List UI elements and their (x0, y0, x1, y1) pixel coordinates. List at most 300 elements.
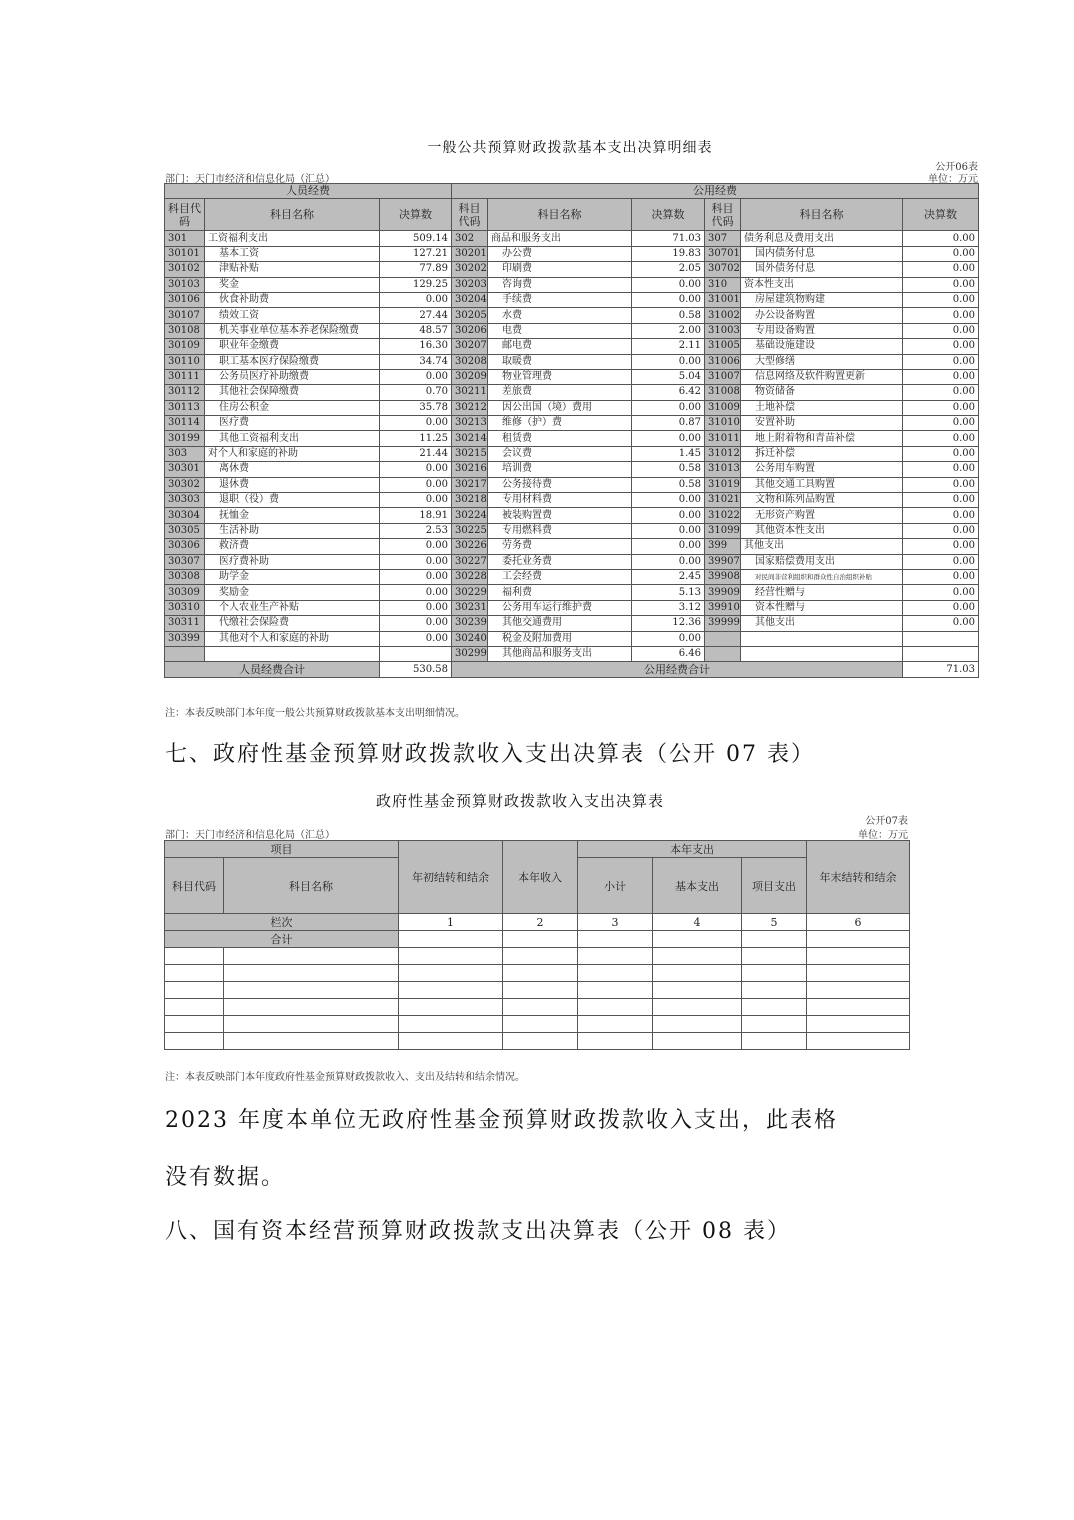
table1-unit: 单位：万元 (928, 174, 978, 185)
cell-name: 商品和服务支出 (488, 231, 632, 246)
cell-amount: 16.30 (380, 339, 452, 354)
cell-amount: 0.00 (380, 369, 452, 384)
table-row (165, 246, 979, 261)
cell-amount: 0.00 (380, 569, 452, 584)
cell-name: 无形资产购置 (741, 508, 903, 523)
column-number: 2 (503, 914, 578, 931)
cell-amount: 11.25 (380, 431, 452, 446)
group-personnel: 人员经费 (165, 184, 452, 199)
table-row (165, 431, 979, 446)
cell-name: 公务用车运行维护费 (488, 600, 632, 615)
header-name: 科目名称 (741, 199, 903, 231)
cell-name: 其他支出 (741, 539, 903, 554)
table-row (165, 523, 979, 538)
cell-code: 30209 (452, 369, 488, 384)
cell-name: 取暖费 (488, 354, 632, 369)
cell-code: 30199 (165, 431, 205, 446)
cell-amount: 0.00 (632, 523, 705, 538)
column-number: 1 (399, 914, 503, 931)
cell-amount: 77.89 (380, 262, 452, 277)
cell-code: 30301 (165, 462, 205, 477)
header-amount: 决算数 (380, 199, 452, 231)
cell-code: 31012 (705, 446, 741, 461)
cell-code: 30101 (165, 246, 205, 261)
cell-name: 医疗费补助 (205, 554, 380, 569)
cell-code: 30207 (452, 339, 488, 354)
cell-name: 其他资本性支出 (741, 523, 903, 538)
cell-name: 印刷费 (488, 262, 632, 277)
cell-code: 30224 (452, 508, 488, 523)
cell-code: 31022 (705, 508, 741, 523)
cell-code: 30226 (452, 539, 488, 554)
cell-name: 物资储备 (741, 385, 903, 400)
cell-code: 31003 (705, 323, 741, 338)
cell-code: 30304 (165, 508, 205, 523)
cell-amount: 0.58 (632, 477, 705, 492)
cell-code: 30305 (165, 523, 205, 538)
cell-amount: 0.00 (632, 508, 705, 523)
section-heading-7: 七、政府性基金预算财政拨款收入支出决算表（公开 07 表） (165, 742, 815, 767)
table2-unit: 单位：万元 (858, 830, 908, 841)
cell-amount: 0.00 (380, 462, 452, 477)
cell-code: 31099 (705, 523, 741, 538)
cell-code: 30311 (165, 616, 205, 631)
cell-amount: 0.00 (632, 539, 705, 554)
cell-code: 39999 (705, 616, 741, 631)
cell-amount: 2.00 (632, 323, 705, 338)
cell-code: 30208 (452, 354, 488, 369)
table-row (165, 982, 910, 999)
cell-amount: 0.00 (632, 292, 705, 307)
header-amount: 决算数 (632, 199, 705, 231)
table-row (165, 1016, 910, 1033)
table-row (165, 965, 910, 982)
table-row (165, 999, 910, 1016)
cell-code: 31007 (705, 369, 741, 384)
group-public: 公用经费 (452, 184, 979, 199)
cell-amount: 6.46 (632, 646, 705, 661)
cell-name: 维修（护）费 (488, 416, 632, 431)
cell-amount: 18.91 (380, 508, 452, 523)
header-begin-balance: 年初结转和结余 (399, 841, 503, 914)
cell-amount: 0.58 (632, 462, 705, 477)
cell-name: 咨询费 (488, 277, 632, 292)
cell-name: 国外债务付息 (741, 262, 903, 277)
cell-amount: 6.42 (632, 385, 705, 400)
cell-amount (903, 631, 979, 646)
cell-amount: 0.00 (903, 385, 979, 400)
header-name: 科目名称 (205, 199, 380, 231)
table-row (165, 262, 979, 277)
cell-amount: 34.74 (380, 354, 452, 369)
table-row (165, 539, 979, 554)
total-personnel-label: 人员经费合计 (165, 662, 380, 677)
cell-name: 资本性赠与 (741, 600, 903, 615)
cell-code: 30399 (165, 631, 205, 646)
cell-code: 30299 (452, 646, 488, 661)
cell-name: 会议费 (488, 446, 632, 461)
cell-amount: 0.00 (903, 585, 979, 600)
cell-code: 30114 (165, 416, 205, 431)
cell-amount: 0.00 (903, 616, 979, 631)
total-public-value: 71.03 (903, 662, 979, 677)
cell-name: 其他对个人和家庭的补助 (205, 631, 380, 646)
cell-code: 30204 (452, 292, 488, 307)
cell-amount: 0.00 (380, 585, 452, 600)
cell-code: 30113 (165, 400, 205, 415)
cell-amount: 0.00 (903, 262, 979, 277)
cell-name: 住房公积金 (205, 400, 380, 415)
cell-amount: 0.00 (903, 523, 979, 538)
cell-code: 30214 (452, 431, 488, 446)
cell-name: 劳务费 (488, 539, 632, 554)
cell-amount: 0.00 (903, 369, 979, 384)
table2-note: 注：本表反映部门本年度政府性基金预算财政拨款收入、支出及结转和结余情况。 (165, 1072, 525, 1083)
cell-amount: 0.00 (903, 231, 979, 246)
table-row (165, 231, 979, 246)
cell-code: 30217 (452, 477, 488, 492)
cell-amount: 127.21 (380, 246, 452, 261)
table1-title: 一般公共预算财政拨款基本支出决算明细表 (427, 140, 713, 156)
cell-name: 退休费 (205, 477, 380, 492)
cell-amount: 0.00 (903, 539, 979, 554)
cell-amount: 509.14 (380, 231, 452, 246)
table1-note: 注：本表反映部门本年度一般公共预算财政拨款基本支出明细情况。 (165, 708, 465, 719)
cell-amount: 2.11 (632, 339, 705, 354)
cell-code: 31013 (705, 462, 741, 477)
cell-code: 39908 (705, 569, 741, 584)
table-row (165, 354, 979, 369)
cell-code: 30215 (452, 446, 488, 461)
cell-amount: 0.00 (903, 477, 979, 492)
cell-name: 地上附着物和青苗补偿 (741, 431, 903, 446)
header-project: 项目支出 (742, 858, 807, 914)
column-number: 4 (653, 914, 742, 931)
cell-amount (380, 646, 452, 661)
cell-code: 30229 (452, 585, 488, 600)
cell-name: 助学金 (205, 569, 380, 584)
section-heading-8: 八、国有资本经营预算财政拨款支出决算表（公开 08 表） (165, 1219, 791, 1244)
cell-name: 基础设施建设 (741, 339, 903, 354)
cell-code: 30308 (165, 569, 205, 584)
cell-code: 30203 (452, 277, 488, 292)
column-number: 6 (807, 914, 910, 931)
cell-name: 信息网络及软件购置更新 (741, 369, 903, 384)
cell-amount: 48.57 (380, 323, 452, 338)
cell-amount: 0.00 (380, 292, 452, 307)
header-code: 科目代码 (705, 199, 741, 231)
cell-amount: 0.58 (632, 308, 705, 323)
cell-code: 30228 (452, 569, 488, 584)
column-number: 5 (742, 914, 807, 931)
table-row (165, 616, 979, 631)
cell-code: 30107 (165, 308, 205, 323)
header-end-balance: 年末结转和结余 (807, 841, 910, 914)
table1-body (165, 231, 979, 662)
cell-amount (903, 646, 979, 661)
cell-code: 30216 (452, 462, 488, 477)
cell-name: 水费 (488, 308, 632, 323)
cell-amount: 2.53 (380, 523, 452, 538)
cell-name: 其他商品和服务支出 (488, 646, 632, 661)
table-row (165, 569, 979, 584)
cell-amount: 0.70 (380, 385, 452, 400)
cell-name: 资本性支出 (741, 277, 903, 292)
cell-code: 39907 (705, 554, 741, 569)
cell-name: 电费 (488, 323, 632, 338)
cell-name: 租赁费 (488, 431, 632, 446)
cell-name: 差旅费 (488, 385, 632, 400)
cell-name: 税金及附加费用 (488, 631, 632, 646)
table1-number: 公开06表 (935, 162, 978, 173)
cell-name: 公务接待费 (488, 477, 632, 492)
cell-name: 物业管理费 (488, 369, 632, 384)
cell-amount: 3.12 (632, 600, 705, 615)
cell-name: 培训费 (488, 462, 632, 477)
cell-amount: 0.00 (903, 416, 979, 431)
cell-code: 30205 (452, 308, 488, 323)
cell-amount: 2.05 (632, 262, 705, 277)
cell-name: 因公出国（境）费用 (488, 400, 632, 415)
cell-code: 30702 (705, 262, 741, 277)
cell-code: 30302 (165, 477, 205, 492)
cell-code: 39909 (705, 585, 741, 600)
header-item: 项目 (165, 841, 399, 858)
cell-amount: 2.45 (632, 569, 705, 584)
cell-code: 30303 (165, 493, 205, 508)
cell-name: 奖励金 (205, 585, 380, 600)
table-row (165, 493, 979, 508)
cell-code: 30103 (165, 277, 205, 292)
cell-name: 其他工资福利支出 (205, 431, 380, 446)
cell-code: 30239 (452, 616, 488, 631)
cell-name: 福利费 (488, 585, 632, 600)
cell-amount: 19.83 (632, 246, 705, 261)
table-row (165, 462, 979, 477)
cell-code: 31019 (705, 477, 741, 492)
header-basic: 基本支出 (653, 858, 742, 914)
cell-amount: 0.00 (903, 446, 979, 461)
cell-amount: 0.00 (903, 493, 979, 508)
header-code: 科目代码 (165, 199, 205, 231)
cell-code: 30212 (452, 400, 488, 415)
table-row (165, 323, 979, 338)
table-row (165, 339, 979, 354)
cell-name: 生活补助 (205, 523, 380, 538)
cell-name: 工会经费 (488, 569, 632, 584)
cell-amount: 0.00 (903, 277, 979, 292)
header-income: 本年收入 (503, 841, 578, 914)
cell-name: 津贴补贴 (205, 262, 380, 277)
column-number: 3 (578, 914, 653, 931)
cell-code: 30231 (452, 600, 488, 615)
table-row (165, 400, 979, 415)
cell-name: 经营性赠与 (741, 585, 903, 600)
cell-code: 31011 (705, 431, 741, 446)
cell-name: 救济费 (205, 539, 380, 554)
cell-amount: 0.00 (632, 277, 705, 292)
header-expense: 本年支出 (578, 841, 807, 858)
total-public-label: 公用经费合计 (452, 662, 903, 677)
cell-amount: 0.00 (632, 400, 705, 415)
cell-code: 310 (705, 277, 741, 292)
cell-code: 31009 (705, 400, 741, 415)
cell-name: 对民间非营利组织和群众性自治组织补贴 (741, 569, 903, 584)
table-row (165, 308, 979, 323)
cell-amount: 0.00 (903, 308, 979, 323)
cell-code: 30109 (165, 339, 205, 354)
cell-amount: 0.00 (903, 400, 979, 415)
paragraph-line-2: 没有数据。 (165, 1165, 286, 1190)
cell-amount: 0.00 (380, 416, 452, 431)
header-code: 科目代码 (165, 858, 224, 914)
cell-amount: 0.00 (903, 569, 979, 584)
cell-name: 土地补偿 (741, 400, 903, 415)
basic-expenditure-table (164, 183, 979, 678)
paragraph-line-1: 2023 年度本单位无政府性基金预算财政拨款收入支出，此表格 (165, 1108, 838, 1133)
table-row (165, 369, 979, 384)
cell-amount: 71.03 (632, 231, 705, 246)
cell-code: 30307 (165, 554, 205, 569)
cell-amount: 1.45 (632, 446, 705, 461)
cell-amount: 0.00 (632, 431, 705, 446)
header-code: 科目代码 (452, 199, 488, 231)
cell-name: 专用设备购置 (741, 323, 903, 338)
cell-code (705, 631, 741, 646)
table2-number: 公开07表 (865, 816, 908, 827)
cell-name: 安置补助 (741, 416, 903, 431)
cell-name: 离休费 (205, 462, 380, 477)
cell-code: 30310 (165, 600, 205, 615)
cell-name (741, 631, 903, 646)
cell-name: 国家赔偿费用支出 (741, 554, 903, 569)
cell-code: 30202 (452, 262, 488, 277)
cell-amount: 0.00 (380, 477, 452, 492)
cell-amount: 21.44 (380, 446, 452, 461)
cell-code: 31002 (705, 308, 741, 323)
cell-name: 奖金 (205, 277, 380, 292)
cell-amount: 0.00 (380, 600, 452, 615)
cell-name: 被装购置费 (488, 508, 632, 523)
cell-amount: 0.00 (903, 354, 979, 369)
cell-amount: 0.00 (632, 493, 705, 508)
cell-code: 30201 (452, 246, 488, 261)
table-row (165, 1033, 910, 1050)
cell-code: 30112 (165, 385, 205, 400)
cell-name: 专用燃料费 (488, 523, 632, 538)
cell-amount: 0.00 (380, 631, 452, 646)
table-row (165, 646, 979, 661)
cell-name: 职业年金缴费 (205, 339, 380, 354)
cell-amount: 0.00 (903, 554, 979, 569)
cell-name: 其他交通费用 (488, 616, 632, 631)
cell-name: 手续费 (488, 292, 632, 307)
cell-amount: 0.00 (903, 600, 979, 615)
cell-code: 30701 (705, 246, 741, 261)
header-amount: 决算数 (903, 199, 979, 231)
cell-code: 302 (452, 231, 488, 246)
cell-code: 301 (165, 231, 205, 246)
cell-amount: 5.13 (632, 585, 705, 600)
cell-name: 工资福利支出 (205, 231, 380, 246)
cell-code: 31008 (705, 385, 741, 400)
cell-code: 303 (165, 446, 205, 461)
row-column-label: 栏次 (165, 914, 399, 931)
table-row (165, 416, 979, 431)
cell-name: 对个人和家庭的补助 (205, 446, 380, 461)
cell-name: 邮电费 (488, 339, 632, 354)
cell-code: 30206 (452, 323, 488, 338)
cell-amount: 0.00 (632, 354, 705, 369)
cell-name: 委托业务费 (488, 554, 632, 569)
cell-name: 房屋建筑物购建 (741, 292, 903, 307)
cell-name: 办公设备购置 (741, 308, 903, 323)
cell-name: 债务利息及费用支出 (741, 231, 903, 246)
cell-amount: 0.00 (632, 631, 705, 646)
cell-name: 个人农业生产补贴 (205, 600, 380, 615)
cell-amount: 0.87 (632, 416, 705, 431)
table-row (165, 600, 979, 615)
cell-code: 30218 (452, 493, 488, 508)
cell-amount: 0.00 (903, 339, 979, 354)
cell-name: 专用材料费 (488, 493, 632, 508)
table-row (165, 585, 979, 600)
cell-code (165, 646, 205, 661)
cell-name: 其他支出 (741, 616, 903, 631)
header-subtotal: 小计 (578, 858, 653, 914)
cell-amount: 0.00 (903, 462, 979, 477)
cell-name: 职工基本医疗保险缴费 (205, 354, 380, 369)
row-total-label: 合计 (165, 931, 399, 948)
table-row (165, 477, 979, 492)
cell-amount: 0.00 (632, 554, 705, 569)
cell-code: 39910 (705, 600, 741, 615)
cell-name: 办公费 (488, 246, 632, 261)
table1-department: 部门：天门市经济和信息化局（汇总） (165, 174, 335, 185)
total-personnel-value: 530.58 (380, 662, 452, 677)
cell-amount: 5.04 (632, 369, 705, 384)
cell-code (705, 646, 741, 661)
cell-name: 国内债务付息 (741, 246, 903, 261)
cell-name (205, 646, 380, 661)
cell-code: 30102 (165, 262, 205, 277)
cell-code: 31021 (705, 493, 741, 508)
table-row (165, 292, 979, 307)
cell-name: 公务员医疗补助缴费 (205, 369, 380, 384)
cell-name (741, 646, 903, 661)
cell-amount: 0.00 (903, 323, 979, 338)
cell-code: 30306 (165, 539, 205, 554)
cell-name: 退职（役）费 (205, 493, 380, 508)
gov-fund-table (164, 840, 910, 1050)
cell-code: 30240 (452, 631, 488, 646)
cell-code: 30225 (452, 523, 488, 538)
cell-amount: 0.00 (380, 616, 452, 631)
cell-name: 基本工资 (205, 246, 380, 261)
cell-amount: 12.36 (632, 616, 705, 631)
cell-code: 31006 (705, 354, 741, 369)
cell-name: 抚恤金 (205, 508, 380, 523)
cell-amount: 129.25 (380, 277, 452, 292)
cell-name: 机关事业单位基本养老保险缴费 (205, 323, 380, 338)
cell-code: 31010 (705, 416, 741, 431)
cell-amount: 0.00 (380, 539, 452, 554)
table-row (165, 385, 979, 400)
cell-code: 30213 (452, 416, 488, 431)
table2-title: 政府性基金预算财政拨款收入支出决算表 (375, 792, 664, 810)
table-row (165, 508, 979, 523)
cell-name: 其他交通工具购置 (741, 477, 903, 492)
